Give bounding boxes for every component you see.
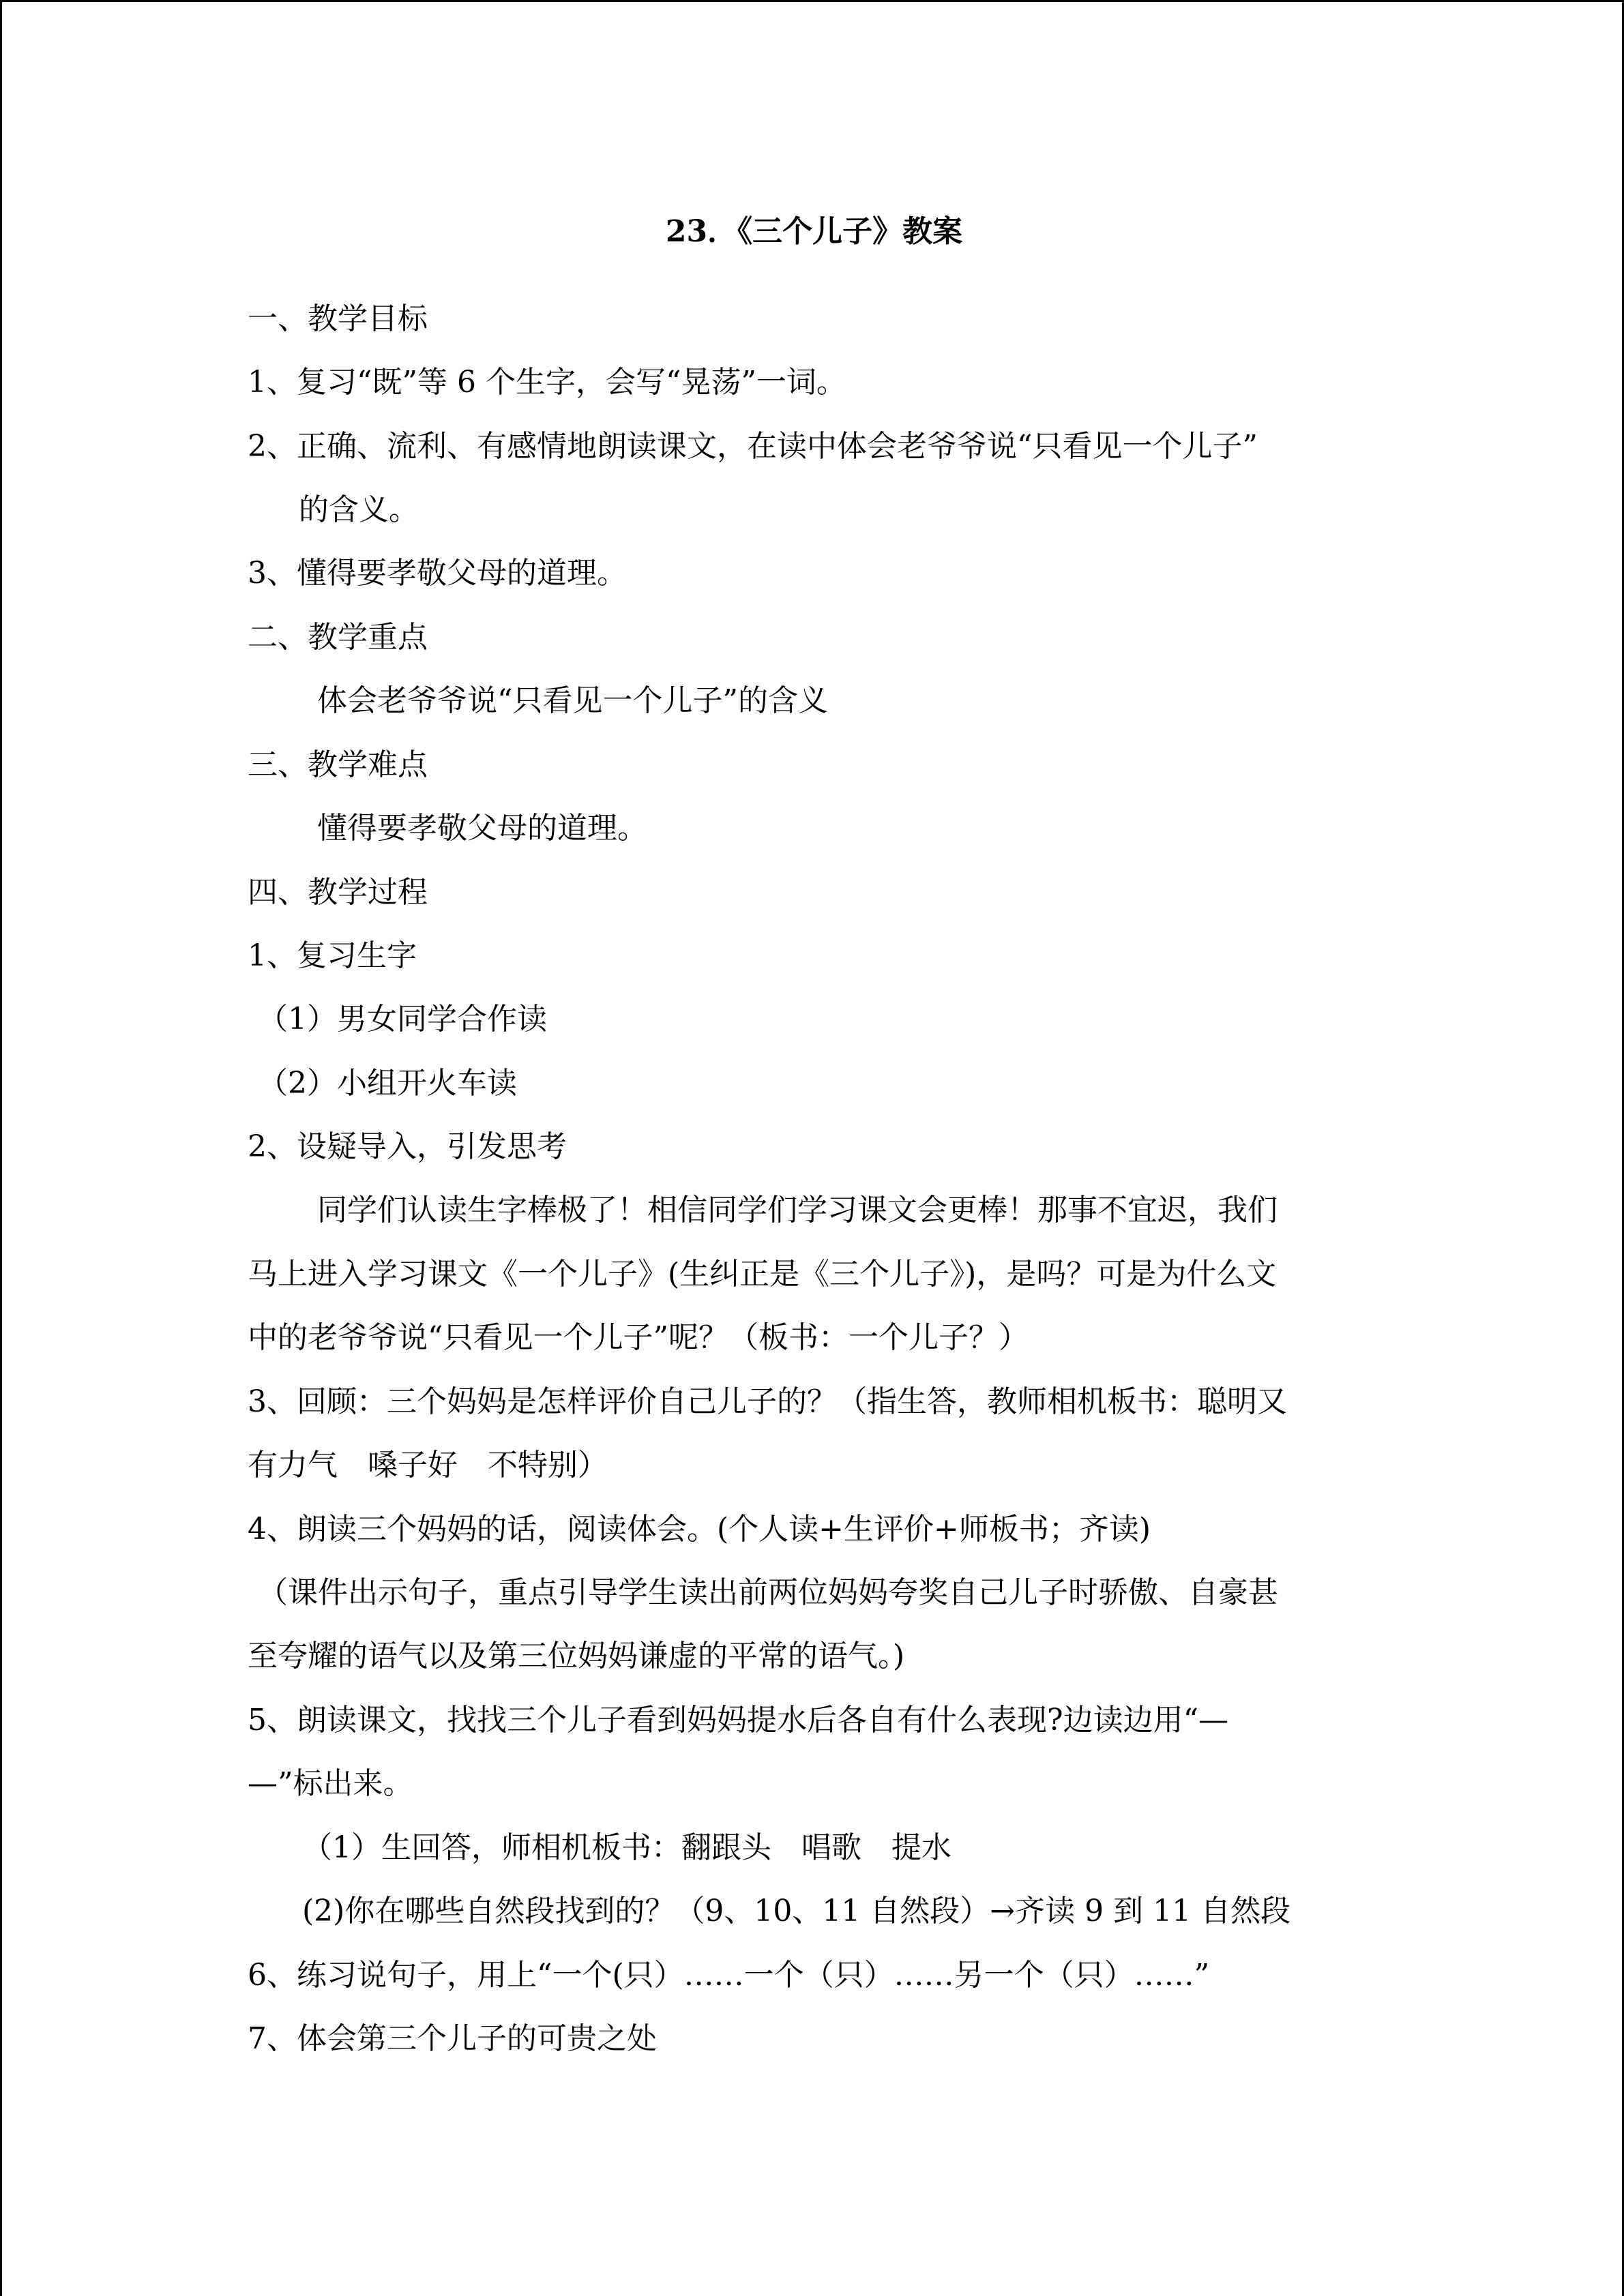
- difficulty-text: 懂得要孝敬父母的道理。: [317, 811, 647, 846]
- process-step-1: 1、复习生字: [248, 938, 417, 973]
- process-step-5-sub-1: （1）生回答，师相机板书：翻跟头 唱歌 提水: [302, 1830, 951, 1865]
- process-step-2-paragraph: 同学们认读生字棒极了！相信同学们学习课文会更棒！那事不宜迟，我们: [317, 1193, 1278, 1227]
- process-step-2-paragraph-cont-2: 中的老爷爷说“只看见一个儿子”呢？（板书：一个儿子？）: [248, 1320, 1029, 1355]
- goal-item-2-continued: 的含义。: [299, 492, 419, 527]
- process-step-2-paragraph-cont-1: 马上进入学习课文《一个儿子》(生纠正是《三个儿子》)，是吗？可是为什么文: [248, 1257, 1277, 1292]
- section-heading-goals: 一、教学目标: [248, 301, 428, 336]
- section-heading-key-points: 二、教学重点: [248, 620, 428, 655]
- process-step-3-continued: 有力气 嗓子好 不特别）: [248, 1448, 608, 1482]
- key-point-text: 体会老爷爷说“只看见一个儿子”的含义: [317, 683, 828, 718]
- process-step-4-note-continued: 至夸耀的语气以及第三位妈妈谦虚的平常的语气。): [248, 1639, 905, 1673]
- document-title: 23．《三个儿子》教案: [665, 214, 963, 249]
- section-heading-difficulties: 三、教学难点: [248, 747, 428, 782]
- section-heading-process: 四、教学过程: [248, 875, 428, 910]
- process-step-7: 7、体会第三个儿子的可贵之处: [248, 2021, 657, 2056]
- goal-item-2: 2、正确、流利、有感情地朗读课文，在读中体会老爷爷说“只看见一个儿子”: [248, 429, 1258, 464]
- process-step-5-continued: —”标出来。: [248, 1766, 413, 1801]
- process-step-4: 4、朗读三个妈妈的话，阅读体会。(个人读+生评价+师板书；齐读): [248, 1512, 1151, 1547]
- process-step-1-sub-2: （2）小组开火车读: [258, 1066, 517, 1101]
- process-step-4-note: （课件出示句子，重点引导学生读出前两位妈妈夸奖自己儿子时骄傲、自豪甚: [258, 1575, 1278, 1610]
- process-step-5: 5、朗读课文，找找三个儿子看到妈妈提水后各自有什么表现?边读边用“—: [248, 1703, 1229, 1738]
- process-step-2: 2、设疑导入，引发思考: [248, 1129, 567, 1164]
- goal-item-1: 1、复习“既”等 6 个生字，会写“晃荡”一词。: [248, 365, 846, 400]
- process-step-6: 6、练习说句子，用上“一个(只）……一个（只）……另一个（只）……”: [248, 1958, 1210, 1993]
- process-step-1-sub-1: （1）男女同学合作读: [258, 1002, 547, 1037]
- process-step-3: 3、回顾：三个妈妈是怎样评价自己儿子的？（指生答，教师相机板书：聪明又: [248, 1384, 1287, 1419]
- process-step-5-sub-2: (2)你在哪些自然段找到的？（9、10、11 自然段）→齐读 9 到 11 自然段: [302, 1894, 1291, 1928]
- goal-item-3: 3、懂得要孝敬父母的道理。: [248, 556, 627, 591]
